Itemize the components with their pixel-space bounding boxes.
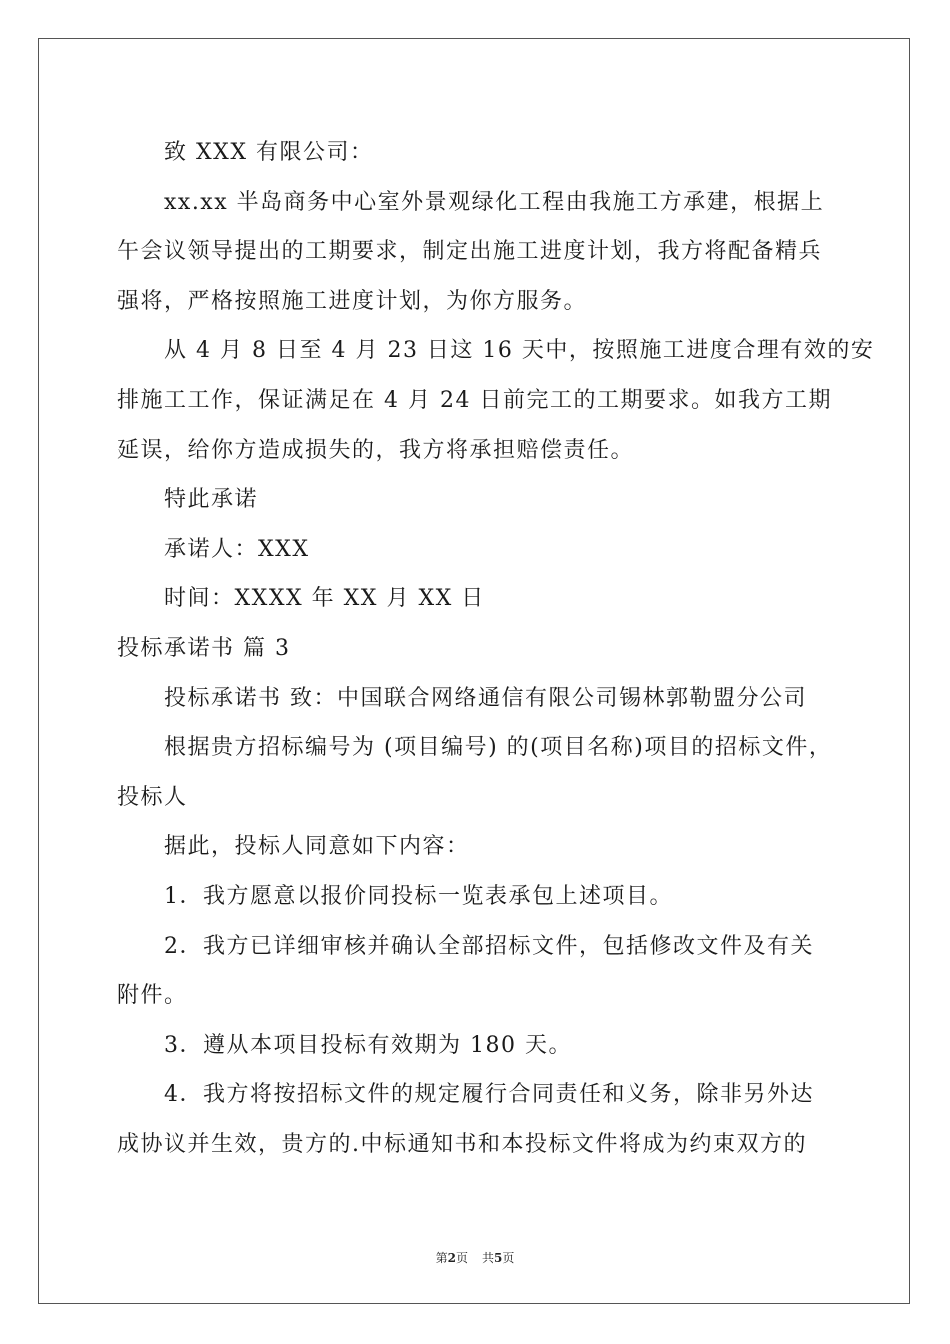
page-footer	[0, 1249, 950, 1266]
paragraph-line: 延误，给你方造成损失的，我方将承担赔偿责任。	[117, 437, 635, 463]
current-page-number: 2	[447, 1251, 456, 1265]
paragraph-line: 投标人	[117, 784, 188, 810]
paragraph-line: 从 4 月 8 日至 4 月 23 日这 16 天中，按照施工进度合理有效的安	[164, 338, 875, 364]
paragraph-line: 根据贵方招标编号为 (项目编号) 的(项目名称)项目的招标文件，	[164, 735, 833, 761]
paragraph-line: 致 XXX 有限公司：	[164, 140, 374, 165]
paragraph-line: 强将，严格按照施工进度计划，为你方服务。	[117, 288, 588, 314]
paragraph-line: xx.xx 半岛商务中心室外景观绿化工程由我施工方承建，根据上	[164, 189, 825, 215]
page-number-prefix: 第	[435, 1251, 448, 1265]
paragraph-line: 据此，投标人同意如下内容：	[164, 834, 470, 860]
document-body	[117, 128, 875, 1169]
page-number-suffix: 页	[455, 1251, 468, 1265]
total-pages-number: 5	[494, 1251, 503, 1265]
signatory-line: 承诺人：XXX	[164, 536, 310, 562]
section-heading: 投标承诺书 篇 3	[117, 635, 291, 661]
paragraph-line: 午会议领导提出的工期要求，制定出施工进度计划，我方将配备精兵	[117, 239, 823, 265]
list-item: 2．我方已详细审核并确认全部招标文件，包括修改文件及有关	[164, 933, 814, 959]
list-item-continuation: 成协议并生效，贵方的.中标通知书和本投标文件将成为约束双方的	[117, 1131, 807, 1157]
list-item: 1．我方愿意以报价同投标一览表承包上述项目。	[164, 883, 673, 909]
paragraph-line: 特此承诺	[164, 487, 259, 513]
date-line: 时间：XXXX 年 XX 月 XX 日	[164, 586, 485, 612]
paragraph-line: 投标承诺书 致：中国联合网络通信有限公司锡林郭勒盟分公司	[164, 685, 807, 711]
paragraph-line: 排施工工作，保证满足在 4 月 24 日前完工的工期要求。如我方工期	[117, 387, 832, 413]
total-pages-prefix: 共	[482, 1251, 495, 1265]
total-pages-suffix: 页	[502, 1251, 515, 1265]
list-item-continuation: 附件。	[117, 983, 188, 1009]
list-item: 4．我方将按招标文件的规定履行合同责任和义务，除非另外达	[164, 1082, 814, 1108]
list-item: 3．遵从本项目投标有效期为 180 天。	[164, 1032, 572, 1058]
